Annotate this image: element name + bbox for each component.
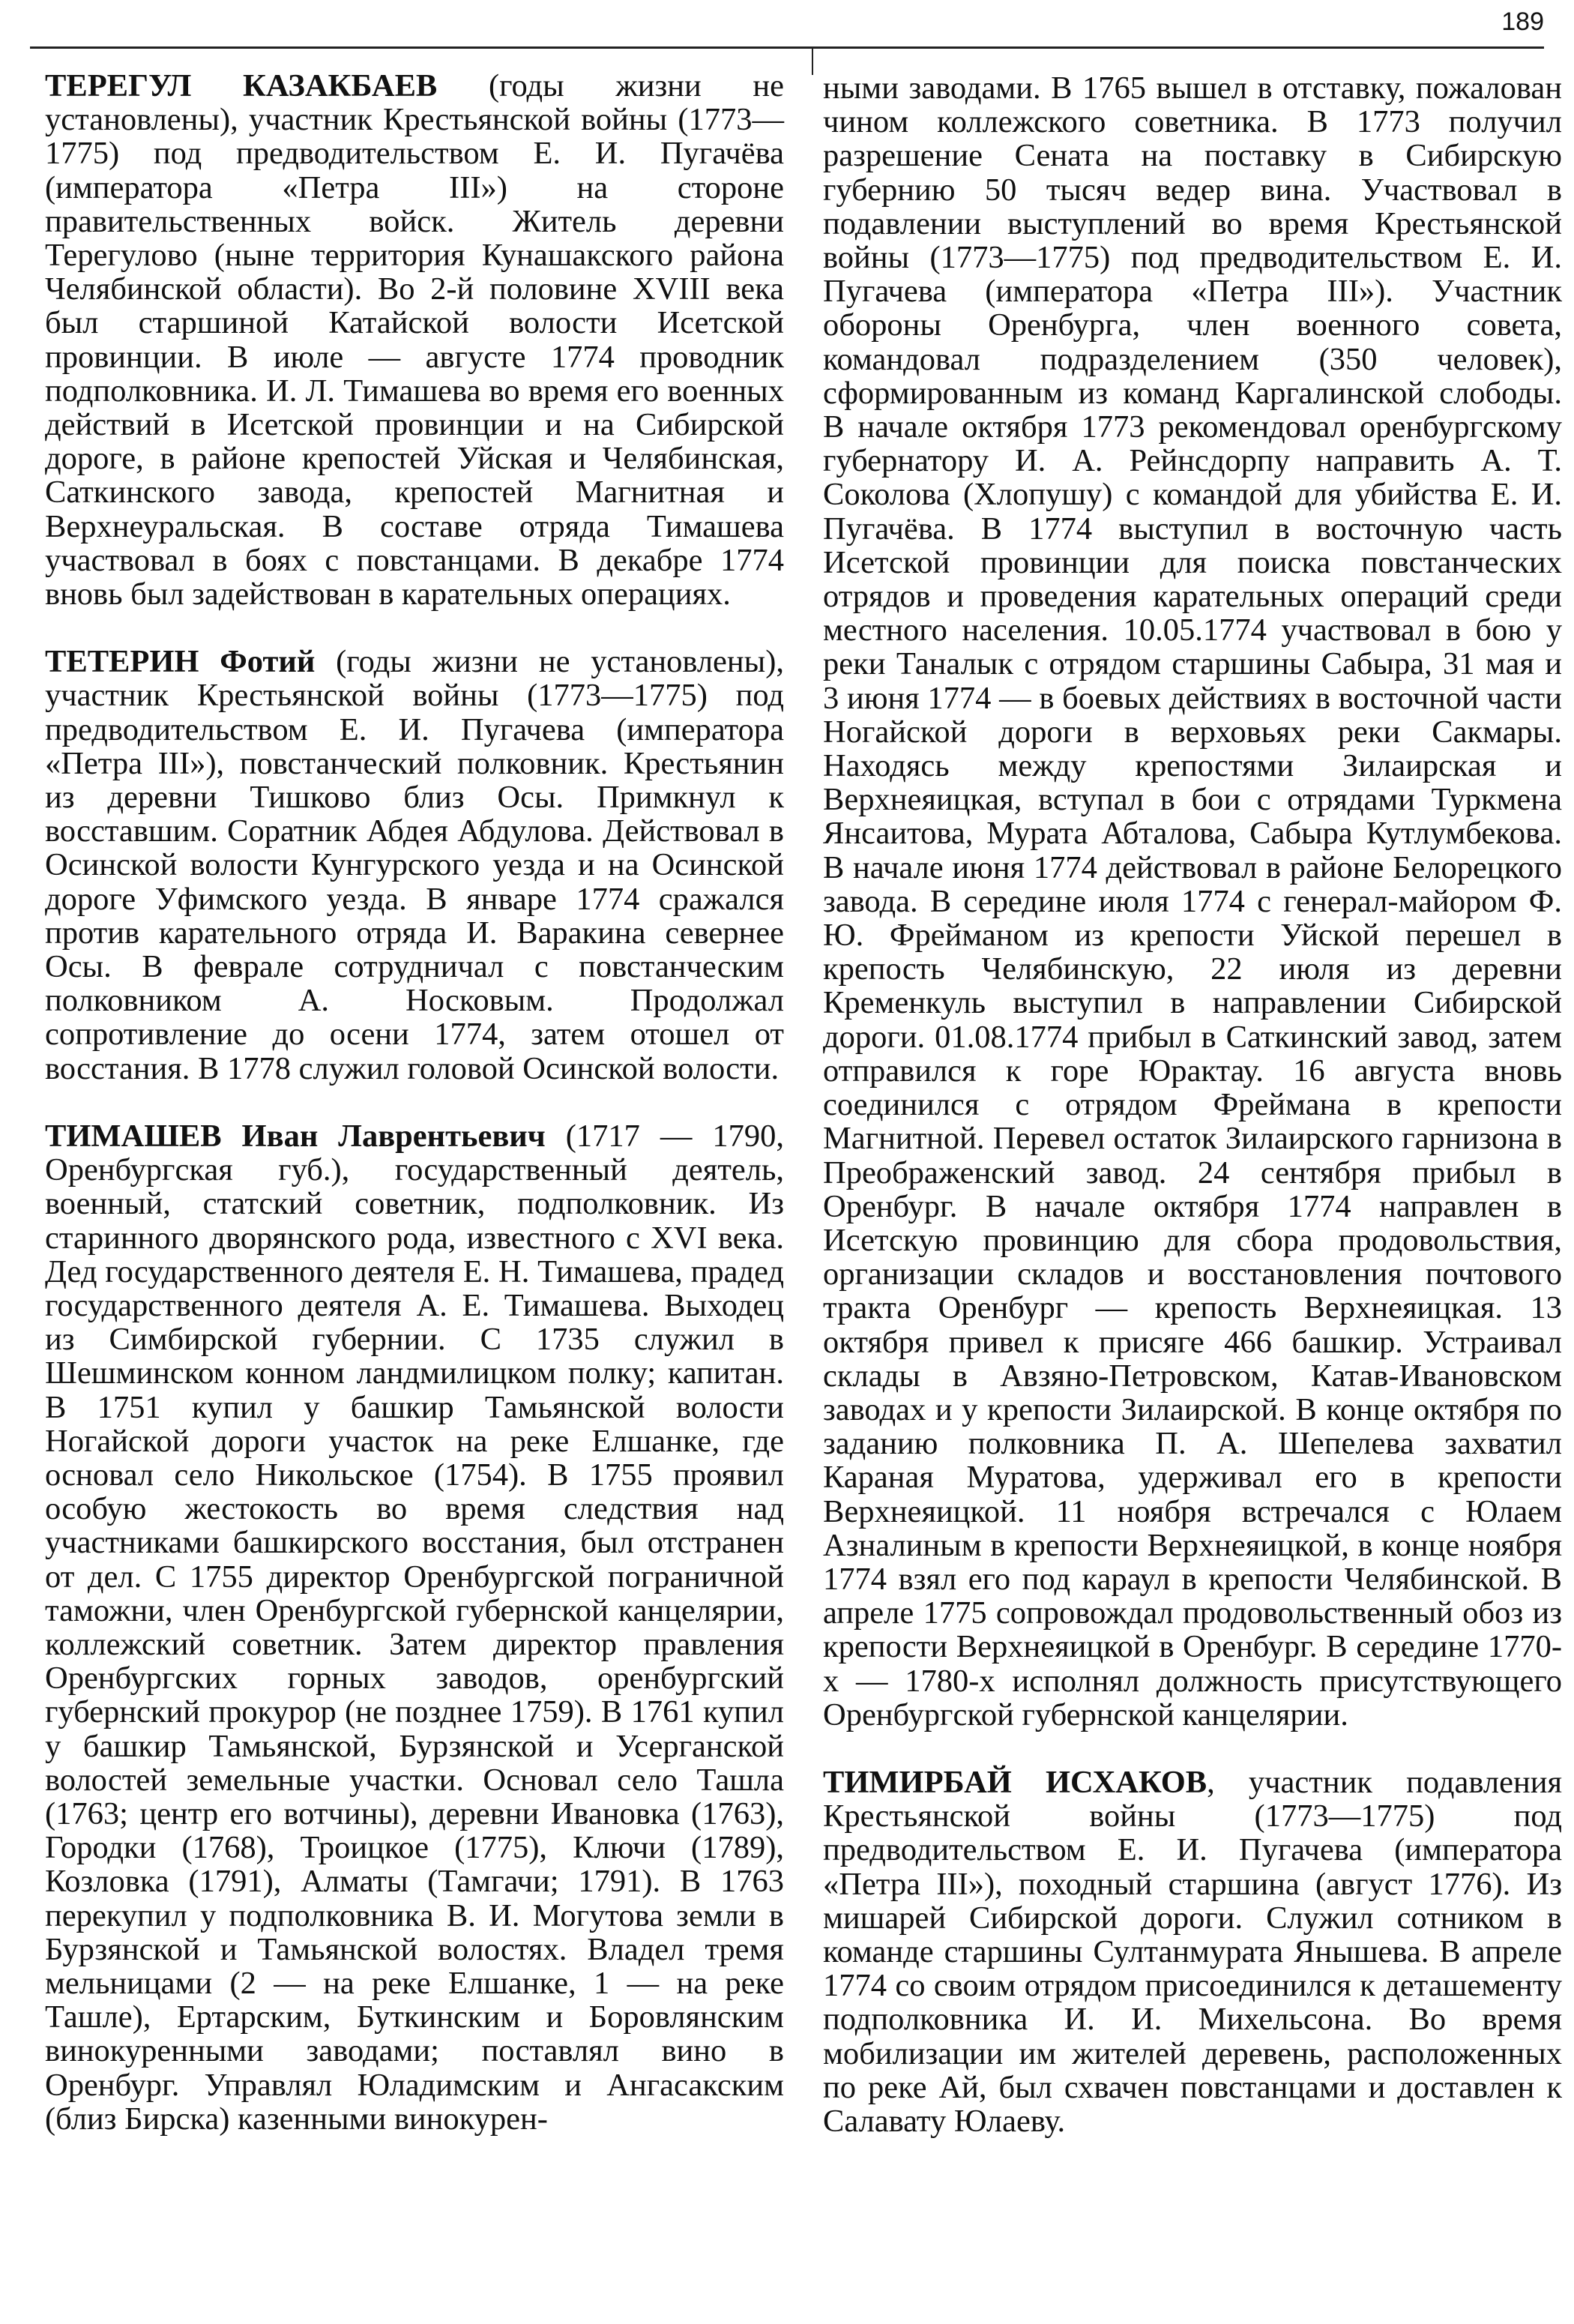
encyclopedia-entry (45, 1119, 784, 2136)
right-column (823, 71, 1562, 2172)
encyclopedia-entry (45, 69, 784, 611)
entry-heading: ТЕРЕГУЛ КАЗАКБАЕВ (45, 68, 438, 103)
entry-body: (годы жизни не установлены), участник Крестьянской войны (1773—1775) под предводительством Е. И. Пугачева (императора «Петра III»), повстанческий полковник. Крестьянин из деревни Тишково близ Осы. Примкнул к восставшим. Соратник Абдея Абдулова. Действовал в Осинской волости Кунгурского уезда и на Осинской дороге Уфимского уезда. В январе 1774 сражался против карательного отряда И. Варакина севернее Осы. В феврале сотрудничал с повстанческим полковником А. Носковым. Продолжал сопротивление до осени 1774, затем отошел от восстания. В 1778 служил головой Осинской волости. (45, 644, 784, 1086)
left-column (45, 69, 784, 2170)
page-number: 189 (1501, 7, 1544, 36)
column-divider-tick (812, 46, 813, 75)
entry-given-name: Фотий (199, 644, 316, 680)
encyclopedia-entry (45, 645, 784, 1086)
entry-heading: ТЕТЕРИН (45, 644, 199, 680)
encyclopedia-entry (823, 1765, 1562, 2138)
entry-heading: ТИМИРБАЙ ИСХАКОВ (823, 1764, 1207, 1800)
header-rule (30, 46, 1544, 49)
entry-body: (годы жизни не установлены), участник Крестьянской войны (1773—1775) под предводительством Е. И. Пугачёва (императора «Петра III») на стороне правительственных войск. Житель деревни Терегулово (ныне территория Кунашакского района Челябинской области). Во 2-й половине XVIII века был старшиной Катайской волости Исетской провинции. В июле — августе 1774 проводник подполковника. И. Л. Тимашева во время его военных действий в Исетской провинции и на Сибирской дороге, в районе крепостей Уйская и Челябинская, Саткинского завода, крепостей Магнитная и Верхнеуральская. В составе отряда Тимашева участвовал в боях с повстанцами. В декабре 1774 вновь был задействован в карательных операциях. (45, 68, 784, 612)
entry-heading: ТИМАШЕВ (45, 1118, 222, 1154)
entry-body: (1717 — 1790, Оренбургская губ.), государственный деятель, военный, статский советник, подполковник. Из старинного дворянского рода, известного с XVI века. Дед государственного деятеля Е. Н. Тимашева, прадед государственного деятеля А. Е. Тимашева. Выходец из Симбирской губернии. С 1735 служил в Шешминском конном ландмилицком полку; капитан. В 1751 купил у башкир Тамьянской волости Ногайской дороги участок на реке Елшанке, где основал село Никольское (1754). В 1755 проявил особую жестокость во время следствия над участниками башкирского восстания, был отстранен от дел. С 1755 директор Оренбургской пограничной таможни, член Оренбургской губернской канцелярии, коллежский советник. Затем директор правления Оренбургских горных заводов, оренбургский губернский прокурор (не позднее 1759). В 1761 купил у башкир Тамьянской, Бурзянской и Усерганской волостей земельные участки. Основал село Ташла (1763; центр его вотчины), деревни Ивановка (1763), Городки (1768), Троицкое (1775), Ключи (1789), Козловка (1791), Алматы (Тамгачи; 1791). В 1763 перекупил у подполковника В. И. Могутова земли в Бурзянской и Тамьянской волостях. Владел тремя мельницами (2 — на реке Елшанке, 1 — на реке Ташле), Ертарским, Буткинским и Боровлянским винокуренными заводами; поставлял вино в Оренбург. Управлял Юладимским и Ангасакским (близ Бирска) казенными винокурен- (45, 1118, 785, 2137)
entry-continuation: ными заводами. В 1765 вышел в отставку, пожалован чином коллежского советника. В 1773 получил разрешение Сената на поставку в Сибирскую губернию 50 тысяч ведер вина. Участвовал в подавлении выступлений во время Крестьянской войны (1773—1775) под предводительством Е. И. Пугачева (императора «Петра III»). Участник обороны Оренбурга, член военного совета, командовал подразделением (350 человек), сформированным из команд Каргалинской слободы. В начале октября 1773 рекомендовал оренбургскому губернатору И. А. Рейнсдорпу направить А. Т. Соколова (Хлопушу) с командой для убийства Е. И. Пугачёва. В 1774 выступил в восточную часть Исетской провинции для поиска повстанческих отрядов и проведения карательных операций среди местного населения. 10.05.1774 участвовал в бою у реки Таналык с отрядом старшины Сабыра, 31 мая и 3 июня 1774 — в боевых действиях в восточной части Ногайской дороги в верховьях реки Сакмары. Находясь между крепостями Зилаирская и Верхнеяицкая, вступал в бои с отрядами Туркмена Янсаитова, Мурата Абталова, Сабыра Кутлумбекова. В начале июня 1774 действовал в районе Белорецкого завода. В середине июля 1774 с генерал-майором Ф. Ю. Фрейманом из крепости Уйской перешел в крепость Челябинскую, 22 июля из деревни Кременкуль выступил в направлении Сибирской дороги. 01.08.1774 прибыл в Саткинский завод, затем отправился к горе Юрактау. 16 августа вновь соединился с отрядом Фреймана в крепости Магнитной. Перевел остаток Зилаирского гарнизона в Преображенский завод. 24 сентября прибыл в Оренбург. В начале октября 1774 направлен в Исетскую провинцию для сбора продовольствия, организации складов и восстановления почтового тракта Оренбург — крепость Верхнеяицкая. 13 октября привел к присяге 466 башкир. Устраивал склады в Авзяно-Петровском, Катав-Ивановском заводах и у крепости Зилаирской. В конце октября по заданию полковника П. А. Шепелева захватил Караная Муратова, удерживал его в крепости Верхнеяицкой. 11 ноября встречался с Юлаем Азналиным в крепости Верхнеяицкой, в конце ноября 1774 взял его под караул в крепости Челябинской. В апреле 1775 сопровождал продовольственный обоз из крепости Верхнеяицкой в Оренбург. В середине 1770-х — 1780-х исполнял должность присутствующего Оренбургской губернской канцелярии. (823, 70, 1562, 1733)
entry-given-name: Иван Лаврентьевич (221, 1118, 546, 1154)
entry-body: , участник подавления Крестьянской войны (1773—1775) под предводительством Е. И. Пугачева (императора «Петра III»), походный старшина (август 1776). Из мишарей Сибирской дороги. Служил сотником в команде старшины Султанмурата Янышева. В апреле 1774 со своим отрядом присоединился к деташементу подполковника И. И. Михельсона. Во время мобилизации им жителей деревень, расположенных по реке Ай, был схвачен повстанцами и доставлен к Салавату Юлаеву. (823, 1764, 1563, 2139)
